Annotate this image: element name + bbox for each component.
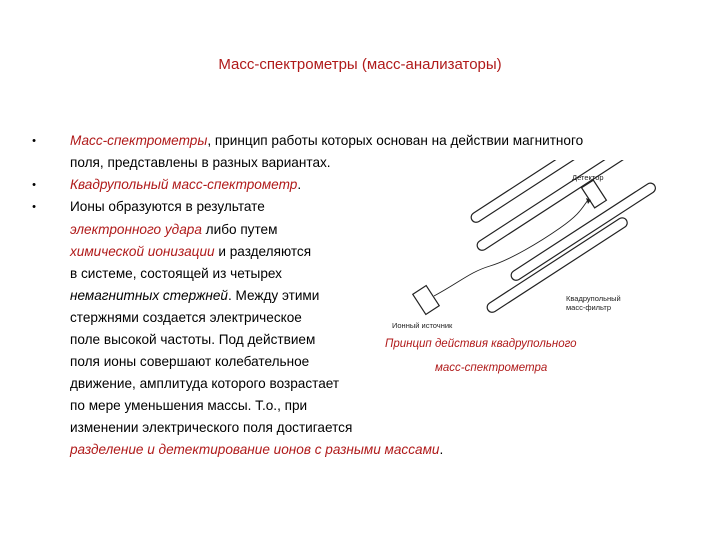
body-line-9: по мере уменьшения массы. Т.о., при	[70, 398, 308, 413]
source-label: Ионный источник	[392, 321, 453, 330]
body-line-3: в системе, состоящей из четырех	[70, 266, 282, 281]
bullet-dot-icon: •	[32, 179, 36, 191]
bullet-3-text: Ионы образуются в результате	[70, 199, 265, 214]
bullet-1-text: , принцип работы которых основан на действии магнитного	[207, 133, 584, 148]
bullet-dot-icon: •	[32, 201, 36, 213]
body-line-5: стержнями создается электрическое	[70, 310, 302, 325]
body-emph-nonmagnetic-rods: немагнитных стержней	[70, 288, 228, 303]
body-text: либо путем	[201, 222, 278, 237]
body-line-8: движение, амплитуда которого возрастает	[70, 376, 340, 391]
bullet-1-emph: Масс-спектрометры	[70, 133, 208, 148]
body-line-4	[70, 285, 410, 307]
body-line-6: поле высокой частоты. Под действием	[70, 332, 316, 347]
body-emph-separation: разделение и детектирование ионов с разными массами	[70, 442, 440, 457]
body-line-1	[70, 219, 410, 241]
detector-label: Детектор	[572, 173, 604, 182]
body-emph-chemical-ionization: химической ионизации	[70, 244, 215, 259]
slide-title: Масс-спектрометры (масс-анализаторы)	[218, 56, 502, 73]
body-line-7: поля ионы совершают колебательное	[70, 354, 310, 369]
body-line-11	[70, 439, 444, 461]
ion-source-box	[413, 286, 439, 315]
body-emph-electron-impact: электронного удара	[70, 222, 202, 237]
bullet-dot-icon: •	[32, 135, 36, 147]
bullet-2-emph: Квадрупольный масс-спектрометр	[70, 177, 298, 192]
body-line-10: изменении электрического поля достигается	[70, 420, 353, 435]
body-line-2	[70, 241, 410, 263]
body-text: и разделяются	[214, 244, 312, 259]
rod-3	[509, 181, 657, 282]
bullet-2-tail: .	[297, 177, 302, 192]
filter-label-line1: Квадрупольный	[566, 294, 621, 303]
filter-label-line2: масс-фильтр	[566, 303, 611, 312]
bullet-1-line2: поля, представлены в разных вариантах.	[70, 155, 331, 170]
body-text: .	[439, 442, 444, 457]
caption-line1: Принцип действия квадрупольного	[385, 338, 577, 350]
body-text: . Между этими	[227, 288, 320, 303]
quadrupole-diagram	[360, 160, 690, 350]
caption-line2: масс-спектрометра	[435, 362, 548, 374]
